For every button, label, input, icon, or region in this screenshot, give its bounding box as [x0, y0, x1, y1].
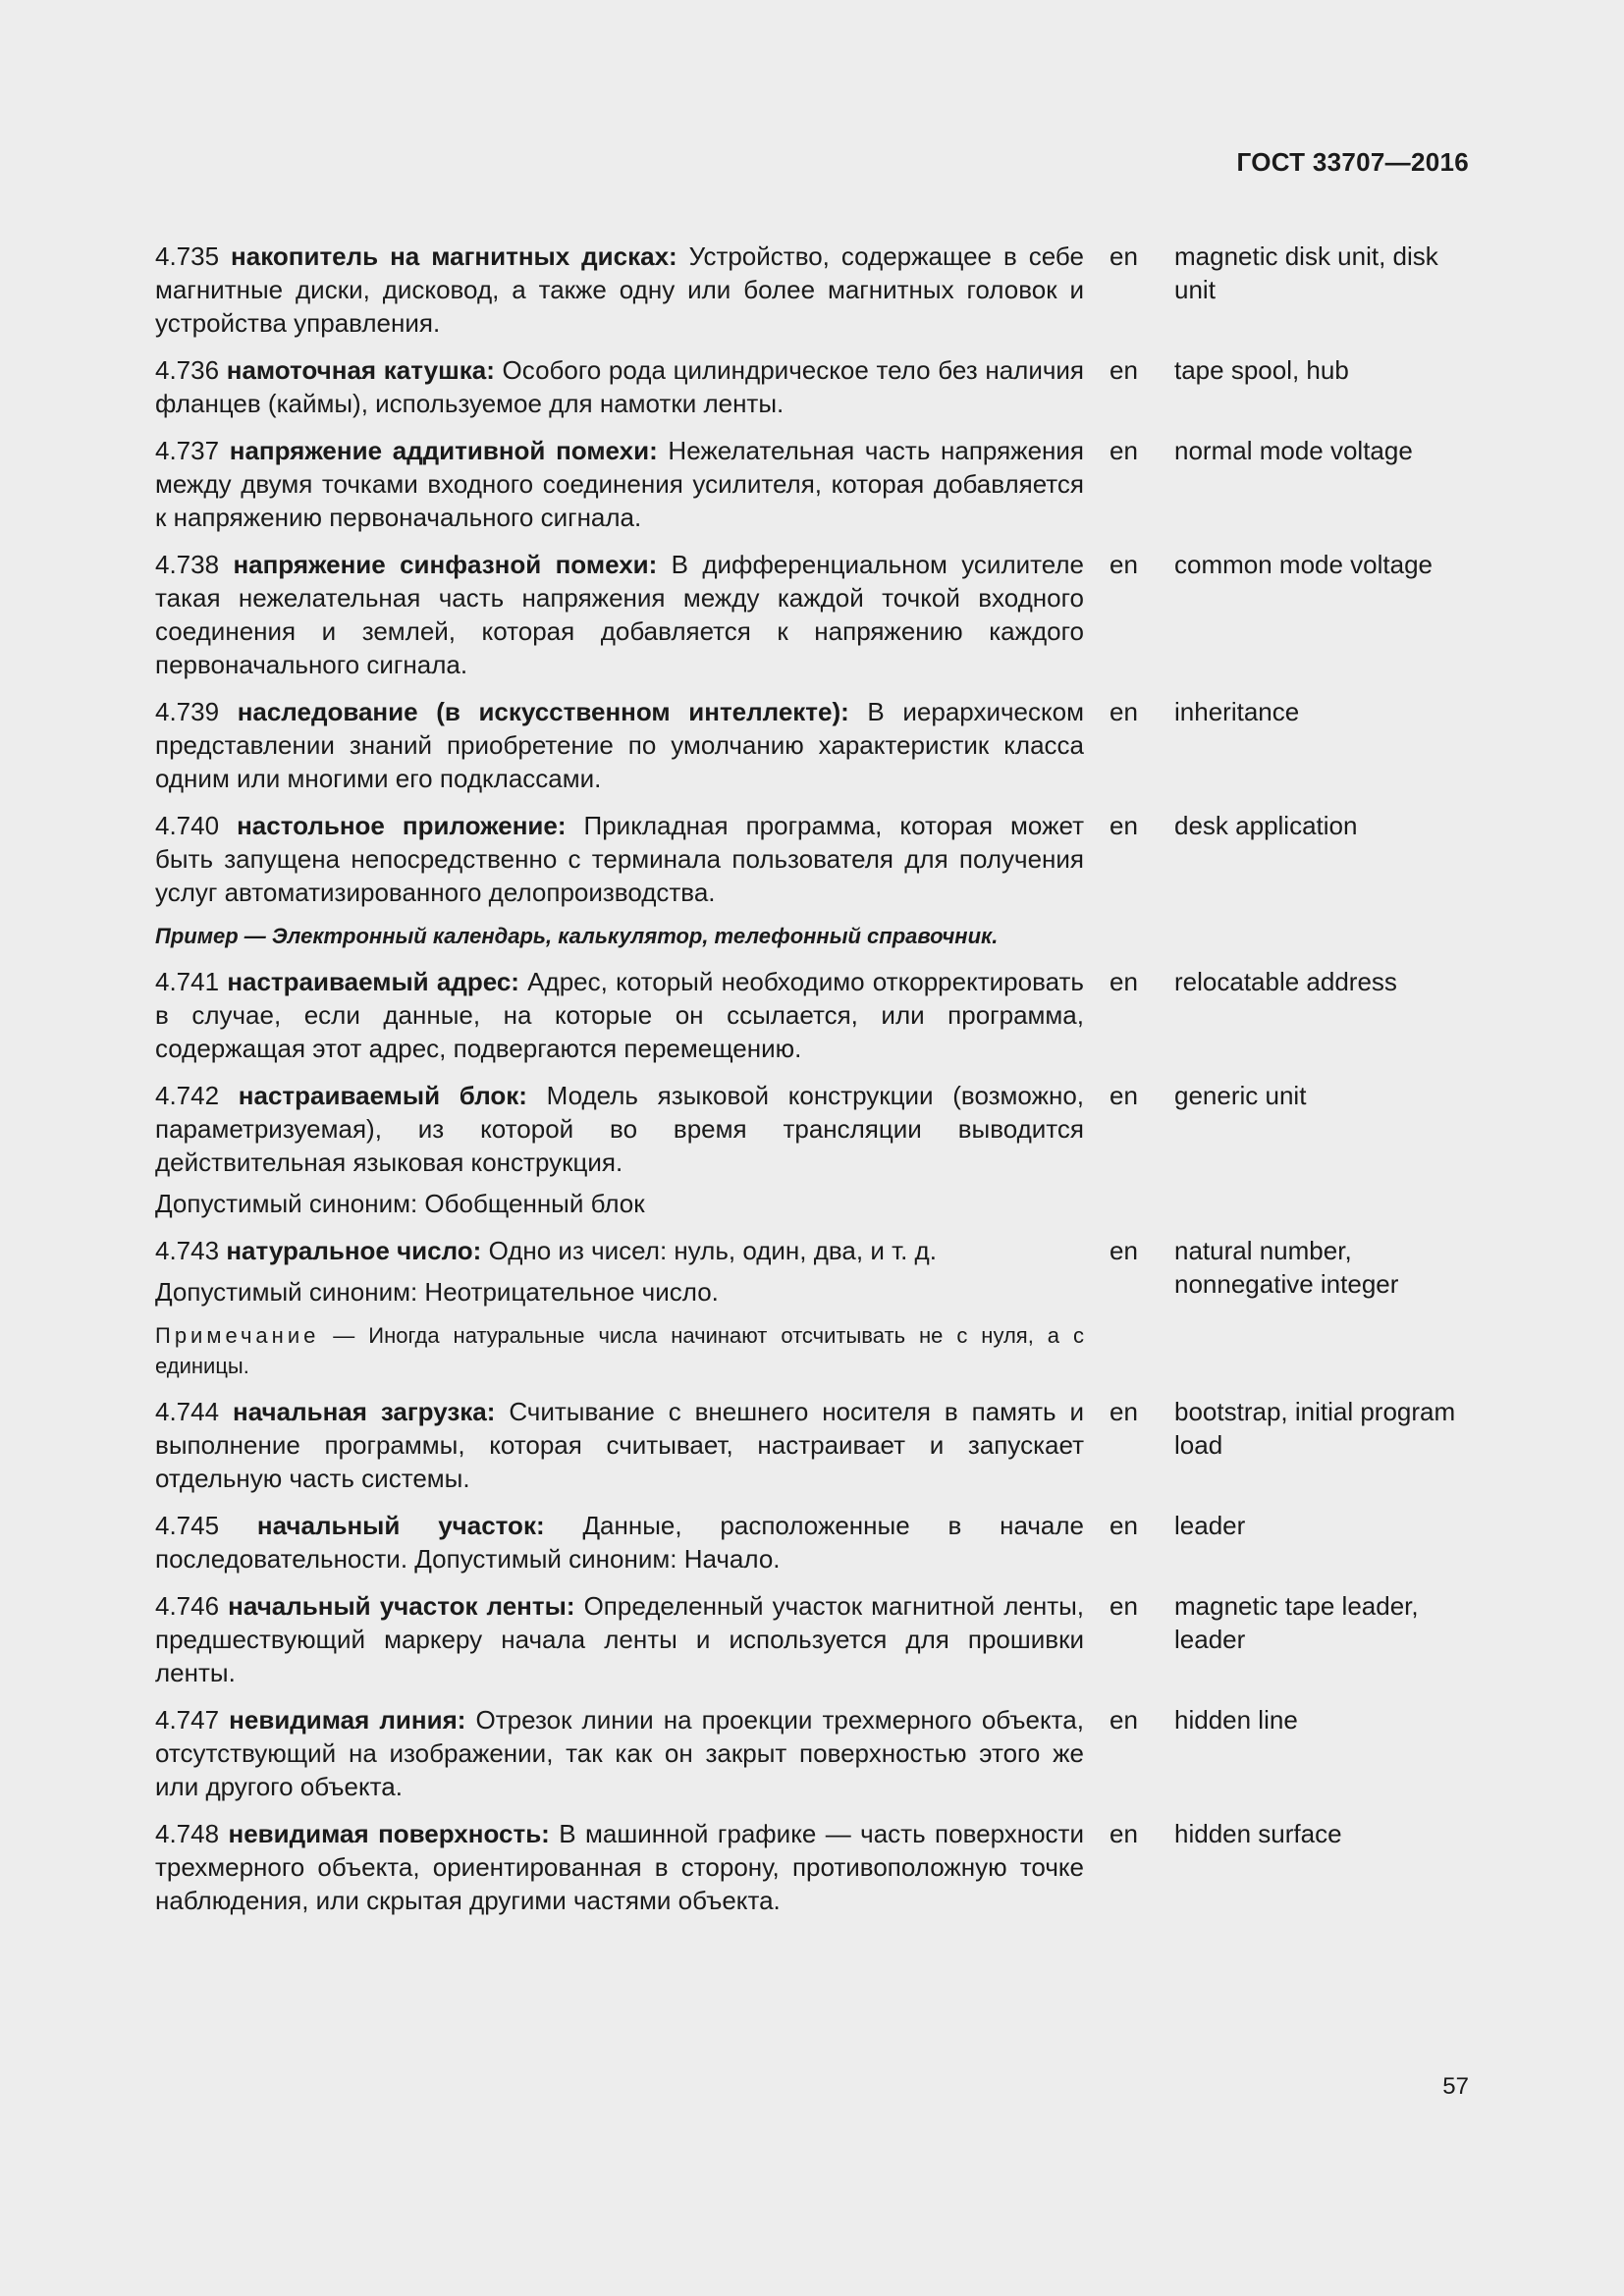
- entry-russian: [155, 548, 1084, 681]
- entry-term: начальная загрузка:: [233, 1397, 496, 1426]
- entry-lang-code: en: [1110, 1081, 1138, 1110]
- entry-russian: [155, 1509, 1084, 1575]
- entry-definition: Особого рода цилиндрическое тело без наличия фланцев (каймы), используемое для намотки ленты.: [155, 355, 1084, 418]
- entry-definition: Данные, расположенные в начале последовательности. Допустимый синоним: Начало.: [155, 1511, 1085, 1574]
- entry-russian: [155, 1234, 1084, 1381]
- entry-definition: Модель языковой конструкции (возможно, параметризуемая), из которой во время трансляции выводится действительная языковая конструкция.: [155, 1081, 1085, 1177]
- entry-lang-code: en: [1110, 355, 1138, 385]
- entry-lang-code: en: [1110, 1819, 1138, 1848]
- entry-definition: Адрес, который необходимо откорректировать в случае, если данные, на которые он ссылается, или программа, содержащая этот адрес, подвергаются перемещению.: [155, 967, 1084, 1063]
- entry-english-term: relocatable address: [1174, 967, 1397, 996]
- entry-russian: [155, 1395, 1084, 1495]
- entry-synonym: Допустимый синоним: Неотрицательное число.: [155, 1277, 719, 1307]
- entry-russian: [155, 353, 1084, 420]
- entry-term: напряжение аддитивной помехи:: [229, 436, 658, 465]
- entry-definition: Отрезок линии на проекции трехмерного объекта, отсутствующий на изображении, так как он закрыт поверхностью этого же или другого объекта.: [155, 1705, 1084, 1801]
- glossary-entry-4-741: [155, 965, 1471, 1065]
- entry-english-term: magnetic disk unit, disk unit: [1174, 241, 1438, 304]
- entry-russian: [155, 695, 1084, 795]
- entry-term: настольное приложение:: [237, 811, 567, 840]
- entry-number: 4.745: [155, 1511, 220, 1540]
- entry-number: 4.736: [155, 355, 220, 385]
- entry-term: наследование (в искусственном интеллекте):: [237, 697, 849, 726]
- entry-number: 4.739: [155, 697, 220, 726]
- entry-number: 4.737: [155, 436, 220, 465]
- entry-lang-code: en: [1110, 1397, 1138, 1426]
- entry-term: настраиваемый адрес:: [227, 967, 519, 996]
- entry-term: настраиваемый блок:: [238, 1081, 527, 1110]
- entry-term: начальный участок:: [256, 1511, 545, 1540]
- entry-definition: Считывание с внешнего носителя в память и выполнение программы, которая считывает, настраивает и запускает отдельную часть системы.: [155, 1397, 1084, 1493]
- document-header: ГОСТ 33707—2016: [1236, 147, 1469, 177]
- glossary-list: [155, 240, 1471, 1931]
- glossary-entry-4-744: [155, 1395, 1471, 1495]
- entry-lang-code: en: [1110, 241, 1138, 271]
- entry-term: натуральное число:: [226, 1236, 482, 1265]
- entry-english-term: inheritance: [1174, 697, 1300, 726]
- entry-russian: [155, 240, 1084, 340]
- entry-definition: Одно из чисел: нуль, один, два, и т. д.: [481, 1236, 937, 1265]
- entry-definition: В машинной графике — часть поверхности трехмерного объекта, ориентированная в сторону, противоположную точке наблюдения, или скрытая другими частями объекта.: [155, 1819, 1084, 1915]
- entry-term: начальный участок ленты:: [228, 1591, 575, 1621]
- entry-russian: [155, 434, 1084, 534]
- entry-note: [155, 1320, 1084, 1381]
- entry-definition: Прикладная программа, которая может быть запущена непосредственно с терминала пользователя для получения услуг автоматизированного делопроизводства.: [155, 811, 1084, 907]
- entry-example: Пример — Электронный календарь, калькулятор, телефонный справочник.: [155, 924, 999, 948]
- entry-russian: [155, 1589, 1084, 1689]
- entry-english-term: natural number, nonnegative integer: [1174, 1236, 1399, 1299]
- entry-english-term: hidden surface: [1174, 1819, 1342, 1848]
- entry-lang-code: en: [1110, 967, 1138, 996]
- entry-english-term: bootstrap, initial program load: [1174, 1397, 1456, 1460]
- entry-synonym: Допустимый синоним: Обобщенный блок: [155, 1189, 645, 1218]
- entry-lang-code: en: [1110, 1511, 1138, 1540]
- entry-number: 4.741: [155, 967, 220, 996]
- glossary-entry-4-738: [155, 548, 1471, 681]
- entry-lang-code: en: [1110, 1591, 1138, 1621]
- entry-term: накопитель на магнитных дисках:: [231, 241, 677, 271]
- glossary-entry-4-736: [155, 353, 1471, 420]
- glossary-entry-4-739: [155, 695, 1471, 795]
- glossary-entry-4-735: [155, 240, 1471, 340]
- entry-lang-code: en: [1110, 436, 1138, 465]
- entry-english-term: normal mode voltage: [1174, 436, 1413, 465]
- entry-number: 4.748: [155, 1819, 220, 1848]
- glossary-entry-4-746: [155, 1589, 1471, 1689]
- glossary-entry-4-747: [155, 1703, 1471, 1803]
- entry-lang-code: en: [1110, 1236, 1138, 1265]
- entry-lang-code: en: [1110, 811, 1138, 840]
- entry-definition: В иерархическом представлении знаний приобретение по умолчанию характеристик класса одним или многими его подклассами.: [155, 697, 1084, 793]
- glossary-entry-4-748: [155, 1817, 1471, 1917]
- entry-number: 4.743: [155, 1236, 220, 1265]
- entry-english-term: desk application: [1174, 811, 1358, 840]
- entry-lang-code: en: [1110, 1705, 1138, 1735]
- entry-term: невидимая поверхность:: [228, 1819, 550, 1848]
- note-label: Примечание: [155, 1323, 320, 1348]
- entry-definition: Устройство, содержащее в себе магнитные диски, дисковод, а также одну или более магнитных головок и устройства управления.: [155, 241, 1084, 338]
- entry-term: невидимая линия:: [229, 1705, 466, 1735]
- entry-english-term: tape spool, hub: [1174, 355, 1349, 385]
- entry-russian: [155, 1703, 1084, 1803]
- glossary-entry-4-745: [155, 1509, 1471, 1575]
- entry-lang-code: en: [1110, 550, 1138, 579]
- entry-number: 4.744: [155, 1397, 220, 1426]
- glossary-entry-4-743: [155, 1234, 1471, 1381]
- entry-russian: [155, 1817, 1084, 1917]
- entry-number: 4.747: [155, 1705, 220, 1735]
- entry-number: 4.742: [155, 1081, 220, 1110]
- entry-english-term: magnetic tape leader, leader: [1174, 1591, 1419, 1654]
- note-text: — Иногда натуральные числа начинают отсчитывать не с нуля, а с единицы.: [155, 1323, 1084, 1378]
- entry-russian: [155, 809, 1084, 951]
- entry-number: 4.746: [155, 1591, 220, 1621]
- entry-number: 4.740: [155, 811, 220, 840]
- glossary-entry-4-737: [155, 434, 1471, 534]
- entry-english-term: leader: [1174, 1511, 1246, 1540]
- entry-english-term: common mode voltage: [1174, 550, 1434, 579]
- entry-definition: Определенный участок магнитной ленты, предшествующий маркеру начала ленты и используется для прошивки ленты.: [155, 1591, 1085, 1687]
- entry-definition: Нежелательная часть напряжения между двумя точками входного соединения усилителя, которая добавляется к напряжению первоначального сигнала.: [155, 436, 1084, 532]
- entry-english-term: hidden line: [1174, 1705, 1298, 1735]
- entry-russian: [155, 1079, 1084, 1220]
- entry-term: напряжение синфазной помехи:: [233, 550, 658, 579]
- entry-lang-code: en: [1110, 697, 1138, 726]
- glossary-entry-4-740: [155, 809, 1471, 951]
- glossary-entry-4-742: [155, 1079, 1471, 1220]
- entry-definition: В дифференциальном усилителе такая нежелательная часть напряжения между каждой точкой входного соединения и землей, которая добавляется к напряжению каждого первоначального сигнала.: [155, 550, 1084, 679]
- entry-number: 4.738: [155, 550, 220, 579]
- entry-number: 4.735: [155, 241, 220, 271]
- entry-term: намоточная катушка:: [226, 355, 495, 385]
- page-number: 57: [1442, 2073, 1469, 2100]
- entry-russian: [155, 965, 1084, 1065]
- entry-english-term: generic unit: [1174, 1081, 1307, 1110]
